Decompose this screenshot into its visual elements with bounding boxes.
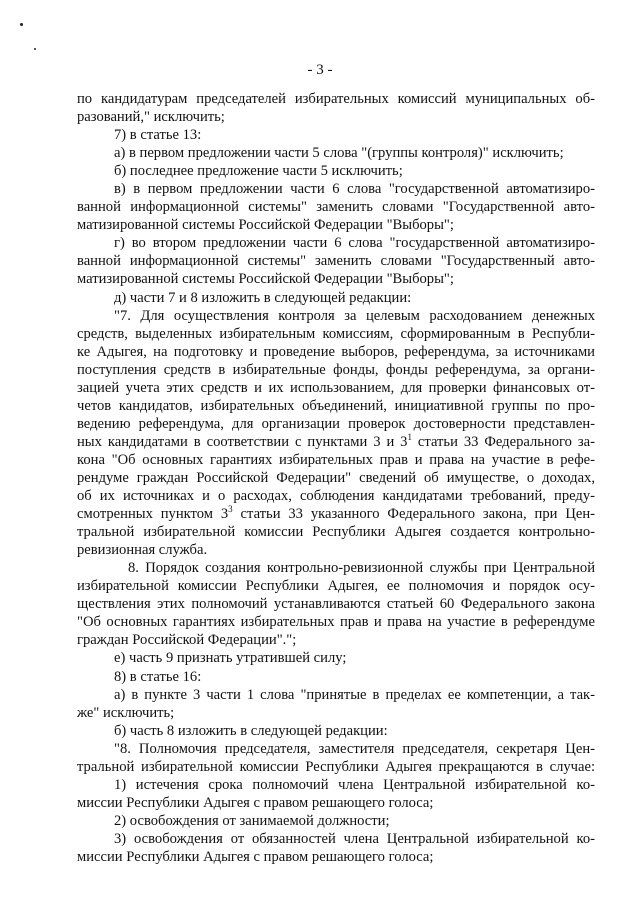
- text-line: матизированной системы Российской Федерации "Выборы";: [77, 271, 454, 288]
- text-line: об их источниках и о расходах, соблюдения кандидатами требований, преду-: [77, 488, 595, 505]
- text-line: 7) в статье 13:: [114, 127, 202, 144]
- text-line: по кандидатурам председателей избирательных комиссий муниципальных об-: [77, 91, 595, 107]
- text-line: "7. Для осуществления контроля за целевым расходованием денежных: [114, 307, 595, 324]
- text-line: д) части 7 и 8 изложить в следующей редакции:: [114, 289, 412, 306]
- text-line: 1) истечения срока полномочий члена Центральной избирательной ко-: [114, 776, 595, 793]
- text-line: [77, 505, 595, 523]
- document-body: [77, 90, 595, 866]
- text-line: г) во втором предложении части 6 слова "государственной автоматизиро-: [114, 235, 595, 252]
- text-line: матизированной системы Российской Федерации "Выборы";: [77, 217, 454, 234]
- text-line: в) в первом предложении части 6 слова "государственной автоматизиро-: [114, 181, 595, 198]
- text-line: 8) в статье 16:: [114, 668, 202, 685]
- text-line: ке Адыгея, на подготовку и проведение выборов, референдума, за источниками: [77, 343, 595, 360]
- text-line: "Об основных гарантиях избирательных прав и права на участие в референдуме: [77, 614, 595, 631]
- text-line: б) часть 8 изложить в следующей редакции:: [114, 722, 388, 739]
- text-line: же" исключить;: [77, 704, 175, 721]
- text-line: ревизионная служба.: [77, 542, 208, 559]
- scan-speck: [20, 23, 23, 26]
- text-line: ванной информационной системы" заменить словами "Государственной авто-: [77, 199, 595, 216]
- superscript: 1: [407, 431, 412, 442]
- text-line: миссии Республики Адыгея с правом решающего голоса;: [77, 848, 434, 865]
- text-line: разований," исключить;: [77, 109, 225, 126]
- text-line: [77, 433, 595, 451]
- text-fragment: ных кандидатами в соответствии с пунктами 3 и 3: [77, 433, 408, 450]
- text-line: кона "Об основных гарантиях избирательных прав и права на участие в рефе-: [77, 451, 595, 468]
- text-line: б) последнее предложение части 5 исключить;: [114, 163, 403, 180]
- superscript: 3: [228, 504, 233, 515]
- text-line: а) в первом предложении части 5 слова "(группы контроля)" исключить;: [114, 145, 564, 162]
- text-line: граждан Российской Федерации".";: [77, 632, 297, 649]
- text-line: 3) освобождения от обязанностей члена Центральной избирательной ко-: [114, 830, 595, 847]
- text-line: а) в пункте 3 части 1 слова "принятые в пределах ее компетенции, а так-: [114, 686, 595, 703]
- text-line: 8. Порядок создания контрольно-ревизионной службы при Центральной: [128, 560, 595, 577]
- text-fragment: статьи 33 Федерального: [417, 433, 572, 450]
- text-line: ведению референдума, для организации проверок достоверности представлен-: [77, 415, 595, 432]
- text-line: 2) освобождения от занимаемой должности;: [114, 812, 390, 829]
- text-line: средств, выделенных избирательным комиссиям, сформированным в Республи-: [77, 325, 595, 342]
- text-line: избирательной комиссии Республики Адыгея, ее полномочия и порядок осу-: [77, 578, 595, 595]
- text-line: зацией учета этих средств и их использованием, для проверки финансовых от-: [77, 379, 595, 396]
- text-line: е) часть 9 признать утратившей силу;: [114, 650, 347, 667]
- text-line: миссии Республики Адыгея с правом решающего голоса;: [77, 794, 434, 811]
- text-line: ванной информационной системы" заменить словами "Государственный авто-: [77, 253, 595, 270]
- text-line: поступления средств в избирательные фонды, фонды референдума, за органи-: [77, 361, 595, 378]
- text-line: рендуме граждан Российской Федерации" сведений об имуществе, о доходах,: [77, 469, 595, 486]
- text-fragment: статьи 33 указанного Федерального закона, при Цен-: [240, 506, 596, 523]
- page-number: - 3 -: [307, 62, 333, 78]
- text-fragment: смотренных пунктом 3: [77, 506, 229, 523]
- text-line: тральной избирательной комиссии Республики Адыгея прекращаются в случае:: [77, 758, 595, 775]
- scan-speck: [34, 48, 36, 50]
- text-fragment: за-: [577, 433, 595, 450]
- text-line: четов кандидатов, избирательных объединений, инициативной группы по про-: [77, 397, 595, 414]
- text-line: "8. Полномочия председателя, заместителя председателя, секретаря Цен-: [114, 740, 595, 757]
- text-line: ществления этих полномочий устанавливаются статьей 60 Федерального закона: [77, 596, 595, 613]
- text-line: тральной избирательной комиссии Республики Адыгея создается контрольно-: [77, 524, 595, 541]
